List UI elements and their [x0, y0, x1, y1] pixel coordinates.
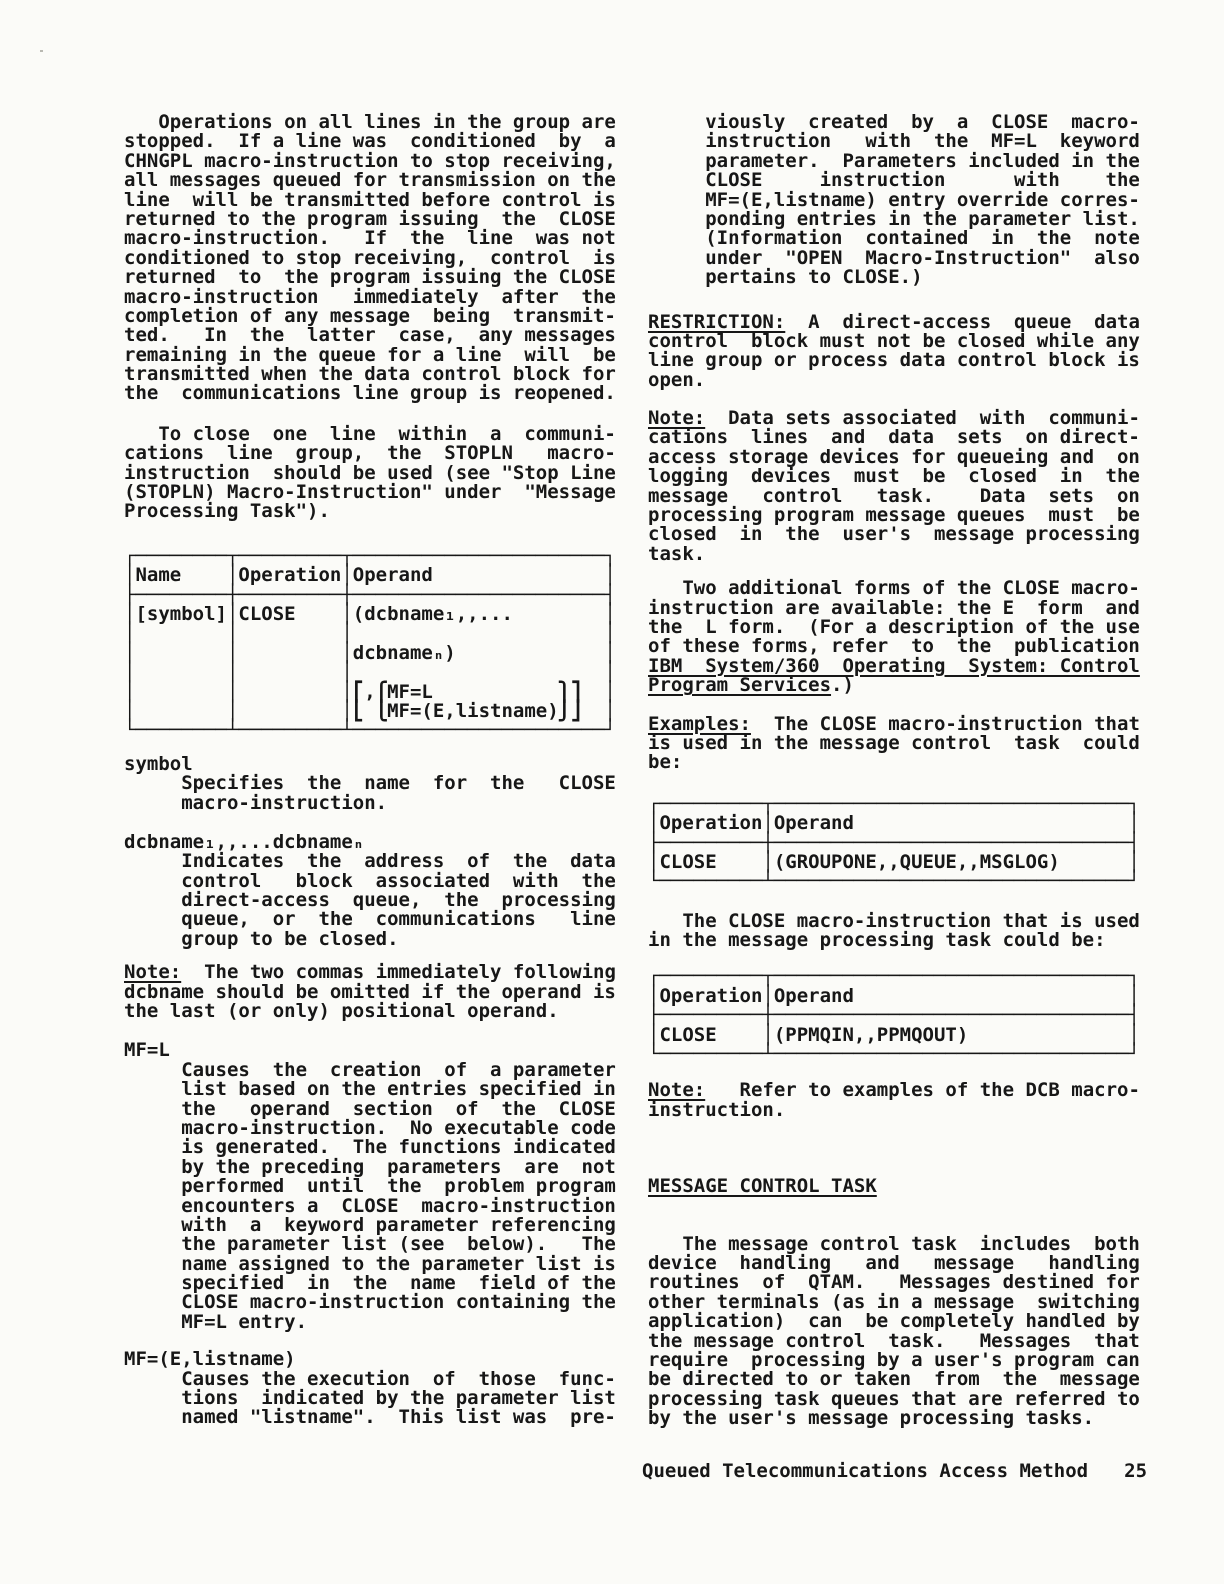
text-line: │Operation│Operand │ — [648, 984, 1140, 1007]
text-line: Two additional forms of the CLOSE macro- — [648, 577, 1140, 600]
text-line: task. — [648, 542, 706, 565]
text-line: To close one line within a communi- — [124, 422, 616, 445]
paragraph-message-processing-example — [648, 909, 1160, 952]
text-line: CHNGPL macro-instruction to stop receiving, — [124, 149, 616, 172]
text-line: instruction with the MF=L keyword — [648, 130, 1140, 153]
note-dcb-examples — [648, 1081, 1160, 1120]
text-line: ted. In the latter case, any messages — [124, 324, 616, 347]
paragraph-message-control-task — [648, 1232, 1160, 1430]
text-line: all messages queued for transmission on the — [124, 169, 616, 192]
text-line: │CLOSE │(PPMQIN,,PPMQOUT) │ — [648, 1023, 1140, 1046]
text-line: other terminals (as in a message switching — [648, 1290, 1140, 1313]
text-line: processing task queues that are referred to — [648, 1387, 1140, 1410]
text-line: MF=(E,listname) — [124, 1348, 296, 1371]
text-line: list based on the entries specified in — [124, 1078, 616, 1101]
text-line: direct-access queue, the processing — [124, 889, 616, 912]
text-line: of these forms, refer to the publication — [648, 635, 1140, 658]
examples-intro-paragraph — [648, 712, 1160, 774]
definition-dcbname — [124, 830, 636, 950]
text-line: pertains to CLOSE.) — [648, 266, 923, 289]
text-line: MF=L — [124, 1039, 170, 1062]
footer-title: Queued Telecommunications Access Method — [642, 1460, 1089, 1483]
text-line: device handling and message handling — [648, 1251, 1140, 1274]
text-line: name assigned to the parameter list is — [124, 1252, 616, 1275]
text-line: be: — [648, 751, 683, 774]
text-line: returned to the program issuing the CLOSE — [124, 207, 616, 230]
text-line: queue, or the communications line — [124, 908, 616, 931]
text-line: Specifies the name for the CLOSE — [124, 772, 616, 795]
left-column — [124, 0, 636, 1428]
text-line: access storage devices for queueing and on — [648, 445, 1140, 468]
close-macro-syntax-table — [124, 544, 636, 742]
text-line: (STOPLN) Macro-Instruction" under "Message — [124, 481, 616, 504]
text-line: the L form. (For a description of the use — [648, 615, 1140, 638]
text-line: Operations on all lines in the group are — [124, 111, 616, 133]
example-table-message-control — [648, 792, 1160, 893]
text-line: └─────────┴───────────────────────────────┘ — [648, 1043, 1140, 1066]
text-line: │[symbol]│CLOSE │(dcbname₁,,... │ — [124, 602, 616, 625]
text-line: cations line group, the STOPLN macro- — [124, 442, 616, 465]
text-line: the communications line group is reopened. — [124, 382, 616, 405]
text-line: open. — [648, 368, 706, 391]
text-line: specified in the name field of the — [124, 1272, 616, 1295]
text-line: processing program message queues must be — [648, 504, 1140, 527]
text-line: │CLOSE │(GROUPONE,,QUEUE,,MSGLOG) │ — [648, 850, 1140, 873]
text-line: transmitted when the data control block for — [124, 363, 616, 386]
text-line: (Information contained in the note — [648, 227, 1140, 250]
text-line: macro-instruction. — [124, 791, 388, 814]
text-line: dcbname₁,,...dcbnameₙ — [124, 830, 365, 853]
text-line: macro-instruction. If the line was not — [124, 227, 616, 250]
text-line: │Name │Operation│Operand │ — [124, 564, 616, 587]
text-line: CLOSE instruction with the — [648, 169, 1140, 192]
text-line: application) can be completely handled by — [648, 1310, 1140, 1333]
text-line: │ │ │dcbnameₙ) │ — [124, 641, 616, 664]
text-line: The message control task includes both — [648, 1232, 1140, 1255]
page-number: 25 — [1124, 1460, 1148, 1483]
text-line: in the message processing task could be: — [648, 929, 1106, 952]
text-line: symbol — [124, 752, 193, 775]
paragraph-two-additional-forms — [648, 579, 1160, 695]
text-line: ├────────┼─────────┼──────────────────────┤ — [124, 583, 616, 606]
text-line: ├─────────┼───────────────────────────────┤ — [648, 831, 1140, 854]
text-line: IBM System/360 Operating System: Control — [648, 654, 1140, 677]
restriction-paragraph — [648, 310, 1160, 391]
text-line: returned to the program issuing the CLOSE — [124, 266, 616, 289]
text-line: Program Services.) — [648, 674, 854, 697]
text-line: └─────────┴───────────────────────────────┘ — [648, 870, 1140, 893]
text-line: is generated. The functions indicated — [124, 1136, 616, 1159]
text-line: Causes the creation of a parameter — [124, 1058, 616, 1081]
text-line: completion of any message being transmit- — [124, 304, 616, 327]
text-line: with a keyword parameter referencing — [124, 1213, 616, 1236]
text-line: CLOSE macro-instruction containing the — [124, 1291, 616, 1314]
right-column — [642, 0, 1160, 1483]
text-line: Note: Data sets associated with communi- — [648, 407, 1140, 430]
text-line: the message control task. Messages that — [648, 1329, 1140, 1352]
text-line: routines of QTAM. Messages destined for — [648, 1271, 1140, 1294]
text-line: ├─────────┼───────────────────────────────┤ — [648, 1004, 1140, 1027]
text-line: │ │ │⎣ ⎩MF=(E,listname)⎭⎦ │ — [124, 699, 616, 722]
text-line: macro-instruction. No executable code — [124, 1116, 616, 1139]
note-two-commas — [124, 963, 636, 1021]
text-line: group to be closed. — [124, 927, 399, 950]
text-line: │ │ │ │ — [124, 661, 616, 684]
text-line: ┌────────┬─────────┬──────────────────────┐ — [124, 544, 616, 567]
text-line: require processing by a user's program can — [648, 1348, 1140, 1371]
text-line: remaining in the queue for a line will be — [124, 343, 616, 366]
paragraph-close-one-line — [124, 422, 636, 523]
text-line: cations lines and data sets on direct- — [648, 426, 1140, 449]
text-line: instruction. — [648, 1098, 786, 1121]
text-line: is used in the message control task could — [648, 731, 1140, 754]
text-line: named "listname". This list was pre- — [124, 1406, 616, 1429]
text-line: encounters a CLOSE macro-instruction — [124, 1194, 616, 1217]
text-line: ponding entries in the parameter list. — [648, 207, 1140, 230]
text-line: under "OPEN Macro-Instruction" also — [648, 246, 1140, 269]
note-data-sets — [648, 409, 1160, 564]
section-heading-message-control-task — [648, 1177, 1160, 1196]
text-line: macro-instruction immediately after the — [124, 285, 616, 308]
text-line: │Operation│Operand │ — [648, 812, 1140, 835]
text-line: by the preceding parameters are not — [124, 1155, 616, 1178]
text-line: performed until the problem program — [124, 1175, 616, 1198]
paragraph-operations-stopped — [124, 113, 636, 404]
text-line: MESSAGE CONTROL TASK — [648, 1175, 877, 1198]
text-line: │ │ │⎡,⎧MF=L ⎫⎤ │ — [124, 680, 616, 703]
page-footer — [642, 1462, 1160, 1481]
text-line: instruction are available: the E form and — [648, 596, 1140, 619]
text-line: Indicates the address of the data — [124, 850, 616, 873]
text-line: tions indicated by the parameter list — [124, 1387, 616, 1410]
text-line: line group or process data control block is — [648, 349, 1140, 372]
text-line: by the user's message processing tasks. — [648, 1407, 1095, 1430]
text-line: The CLOSE macro-instruction that is used — [648, 909, 1140, 932]
text-line: │ │ │ │ — [124, 622, 616, 645]
text-line: Note: The two commas immediately following — [124, 961, 616, 984]
text-line: viously created by a CLOSE macro- — [648, 111, 1140, 133]
text-line: message control task. Data sets on — [648, 484, 1140, 507]
text-line: ┌─────────┬───────────────────────────────┐ — [648, 792, 1140, 815]
text-line: the parameter list (see below). The — [124, 1233, 616, 1256]
text-line: closed in the user's message processing — [648, 523, 1140, 546]
paragraph-previously-created-continuation — [648, 113, 1160, 288]
text-line: └────────┴─────────┴──────────────────────┘ — [124, 719, 616, 742]
text-line: control block associated with the — [124, 869, 616, 892]
text-line: instruction should be used (see "Stop Line — [124, 461, 616, 484]
text-line: control block must not be closed while any — [648, 329, 1140, 352]
text-line: RESTRICTION: A direct-access queue data — [648, 310, 1140, 333]
text-line: the last (or only) positional operand. — [124, 1000, 559, 1023]
text-line: MF=L entry. — [124, 1310, 308, 1333]
text-line: the operand section of the CLOSE — [124, 1097, 616, 1120]
text-line: ┌─────────┬───────────────────────────────┐ — [648, 965, 1140, 988]
text-line: Examples: The CLOSE macro-instruction that — [648, 712, 1140, 735]
definition-mf-e-listname — [124, 1350, 636, 1428]
text-line: stopped. If a line was conditioned by a — [124, 130, 616, 153]
text-line: MF=(E,listname) entry override corres- — [648, 188, 1140, 211]
scan-artifact-speck — [40, 50, 43, 52]
text-line: be directed to or taken from the message — [648, 1368, 1140, 1391]
text-line: Note: Refer to examples of the DCB macro- — [648, 1079, 1140, 1102]
text-line: parameter. Parameters included in the — [648, 149, 1140, 172]
text-line: dcbname should be omitted if the operand is — [124, 980, 616, 1003]
text-line: conditioned to stop receiving, control is — [124, 246, 616, 269]
text-line: Processing Task"). — [124, 500, 330, 523]
text-line: line will be transmitted before control is — [124, 188, 616, 211]
example-table-message-processing — [648, 967, 1160, 1064]
definition-mf-l — [124, 1041, 636, 1332]
text-line: logging devices must be closed in the — [648, 465, 1140, 488]
text-line: Causes the execution of those func- — [124, 1367, 616, 1390]
definition-symbol — [124, 752, 636, 814]
